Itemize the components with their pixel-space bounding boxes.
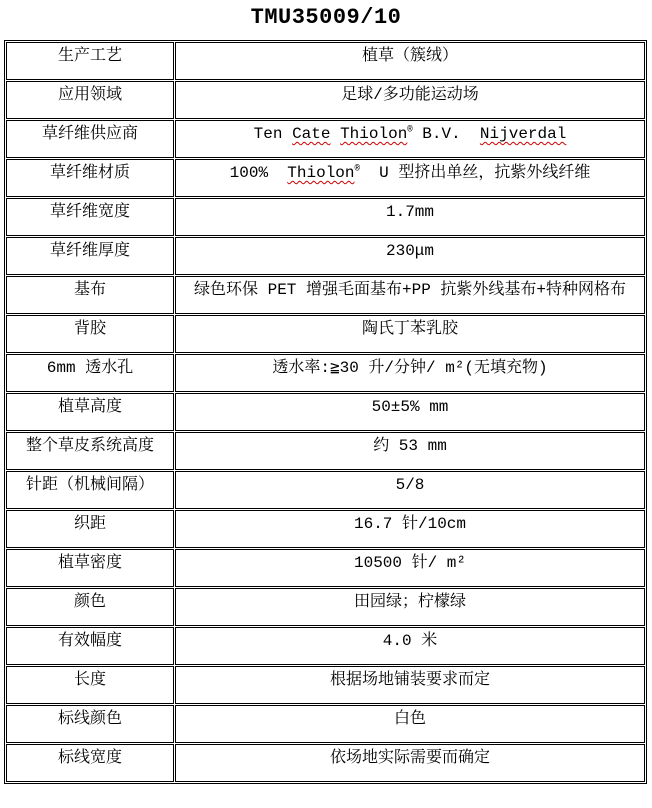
value-text: U 型挤出单丝，抗紫外线纤维 (359, 164, 591, 182)
spec-value: 5/8 (175, 471, 645, 509)
spec-value: 约 53 mm (175, 432, 645, 470)
spec-value: 10500 针/ m² (175, 549, 645, 587)
spec-label: 基布 (6, 276, 174, 314)
spec-label: 应用领域 (6, 81, 174, 119)
page-title: TMU35009/10 (250, 5, 402, 30)
table-row (6, 471, 645, 509)
spec-label: 有效幅度 (6, 627, 174, 665)
spec-label: 背胶 (6, 315, 174, 353)
spec-label: 织距 (6, 510, 174, 548)
table-row (6, 276, 645, 314)
misspelled-word: Nijverdal (479, 125, 567, 143)
spec-table (4, 40, 647, 784)
table-row (6, 627, 645, 665)
spec-label: 6mm 透水孔 (6, 354, 174, 392)
table-row (6, 666, 645, 704)
table-row (6, 432, 645, 470)
value-text (330, 125, 340, 143)
table-row (6, 81, 645, 119)
spec-label: 生产工艺 (6, 42, 174, 80)
spec-value: 足球/多功能运动场 (175, 81, 645, 119)
spec-label: 植草高度 (6, 393, 174, 431)
spec-label: 草纤维厚度 (6, 237, 174, 275)
spec-value: 植草（簇绒） (175, 42, 645, 80)
registered-trademark-symbol: ® (354, 163, 360, 174)
table-row (6, 315, 645, 353)
spec-label: 草纤维宽度 (6, 198, 174, 236)
spec-value: 绿色环保 PET 增强毛面基布+PP 抗紫外线基布+特种网格布 (175, 276, 645, 314)
spec-value: 50±5% mm (175, 393, 645, 431)
spec-label: 植草密度 (6, 549, 174, 587)
spec-value: 透水率:≧30 升/分钟/ m²(无填充物) (175, 354, 645, 392)
table-row (6, 510, 645, 548)
spec-value: 4.0 米 (175, 627, 645, 665)
table-row (6, 705, 645, 743)
spec-value: 16.7 针/10cm (175, 510, 645, 548)
spec-value (175, 159, 645, 197)
table-row (6, 159, 645, 197)
spec-value: 陶氏丁苯乳胶 (175, 315, 645, 353)
spec-label: 针距（机械间隔） (6, 471, 174, 509)
misspelled-word: Cate (292, 125, 331, 143)
table-row (6, 237, 645, 275)
spec-value: 田园绿；柠檬绿 (175, 588, 645, 626)
table-row (6, 198, 645, 236)
spec-value: 根据场地铺装要求而定 (175, 666, 645, 704)
spec-label: 标线宽度 (6, 744, 174, 782)
spec-label: 长度 (6, 666, 174, 704)
misspelled-word: Thiolon (287, 164, 355, 182)
spec-value: 230μm (175, 237, 645, 275)
spec-label: 草纤维材质 (6, 159, 174, 197)
spec-value (175, 120, 645, 158)
table-row (6, 354, 645, 392)
table-row (6, 744, 645, 782)
spec-table-body (6, 42, 645, 782)
table-row (6, 42, 645, 80)
spec-label: 标线颜色 (6, 705, 174, 743)
value-text: 100% (229, 164, 288, 182)
spec-label: 颜色 (6, 588, 174, 626)
spec-value: 白色 (175, 705, 645, 743)
spec-label: 草纤维供应商 (6, 120, 174, 158)
table-row (6, 588, 645, 626)
table-row (6, 120, 645, 158)
spec-label: 整个草皮系统高度 (6, 432, 174, 470)
spec-value: 1.7mm (175, 198, 645, 236)
spec-value: 依场地实际需要而确定 (175, 744, 645, 782)
misspelled-word: Thiolon (340, 125, 408, 143)
registered-trademark-symbol: ® (407, 124, 413, 135)
table-row (6, 393, 645, 431)
table-row (6, 549, 645, 587)
value-text: B.V. (412, 125, 480, 143)
value-text: Ten (253, 125, 293, 143)
